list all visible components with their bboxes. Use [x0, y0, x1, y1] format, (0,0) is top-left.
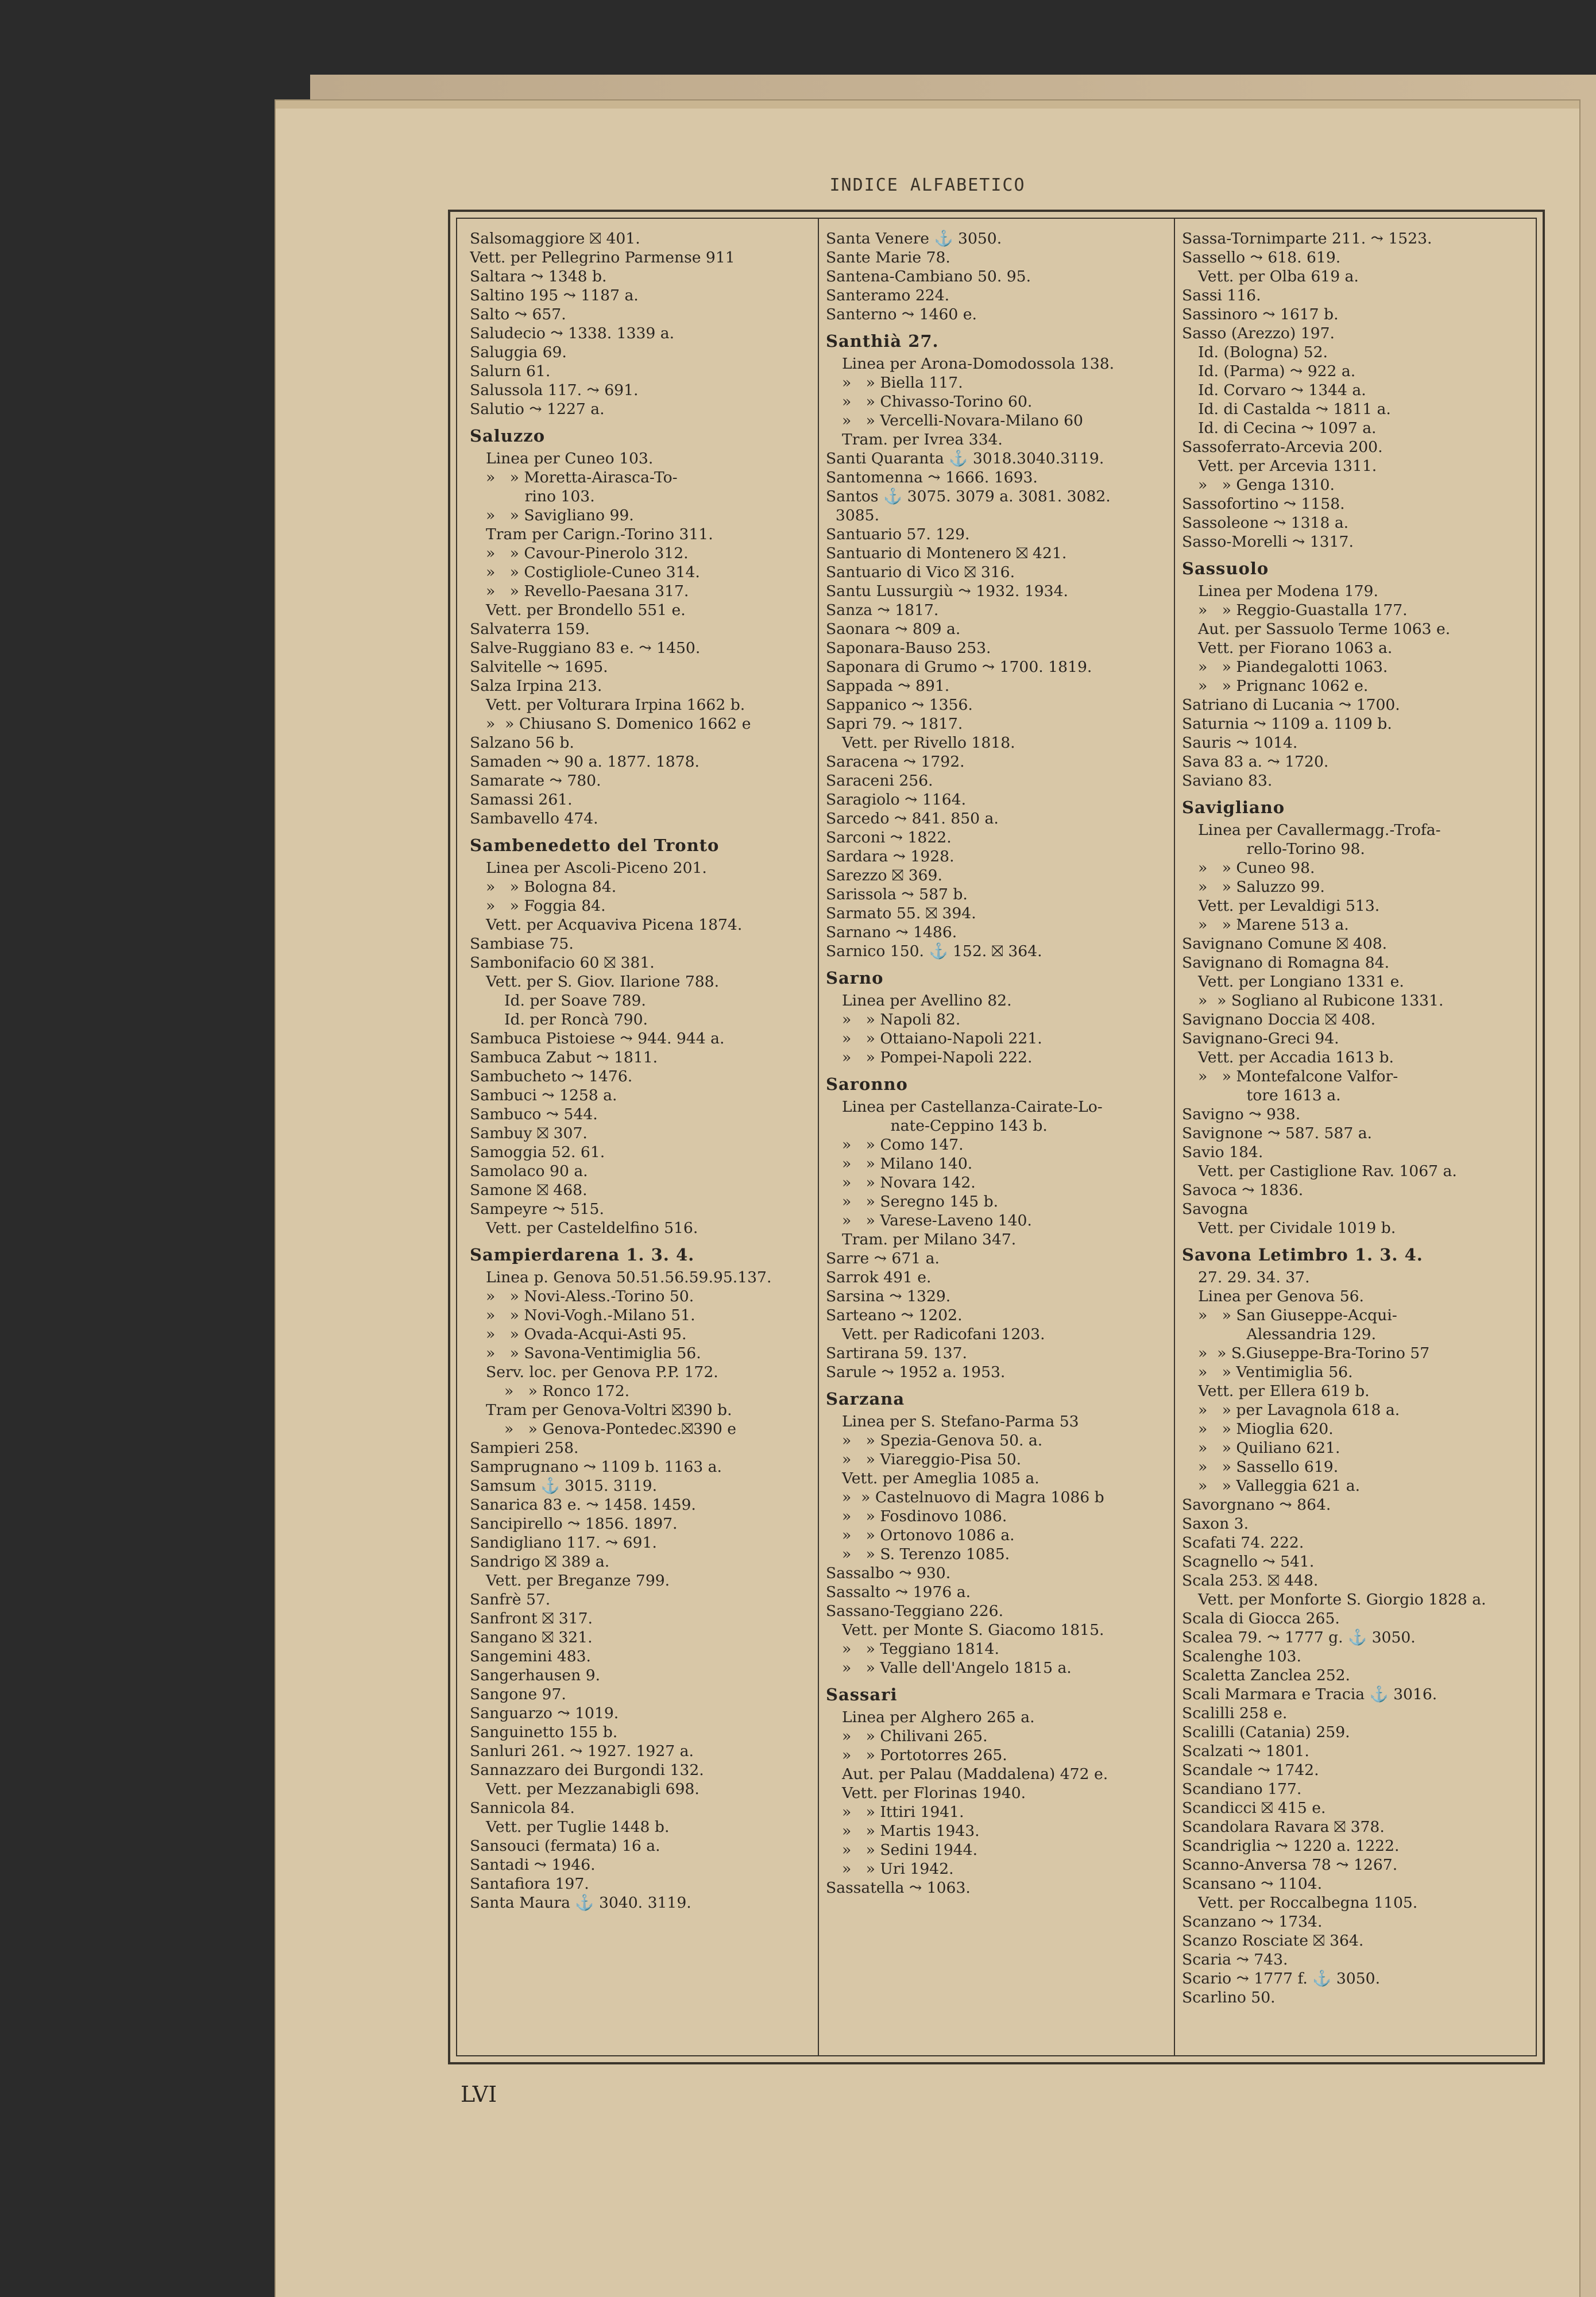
index-entry: Savogna: [1182, 1200, 1249, 1218]
index-entry: Id. Corvaro ⤳ 1344 a.: [1198, 381, 1366, 399]
index-entry: Scandriglia ⤳ 1220 a. 1222.: [1182, 1837, 1400, 1855]
index-entry: Salsomaggiore ⛝ 401.: [470, 230, 640, 248]
index-entry: Linea per Ascoli-Piceno 201.: [486, 859, 707, 877]
index-entry: » » Milano 140.: [842, 1155, 973, 1173]
index-entry: Vett. per Arcevia 1311.: [1198, 457, 1377, 475]
index-entry: » » Ronco 172.: [504, 1382, 630, 1400]
index-entry: Vett. per Pellegrino Parmense 911: [470, 249, 735, 266]
index-entry: » » Costigliole-Cuneo 314.: [486, 563, 700, 581]
index-entry: » » S. Terenzo 1085.: [842, 1545, 1010, 1563]
index-entry: Sannicola 84.: [470, 1799, 575, 1817]
index-entry: » » Vercelli-Novara-Milano 60: [842, 412, 1083, 430]
index-entry: Linea per Genova 56.: [1198, 1287, 1365, 1305]
index-entry: Sassinoro ⤳ 1617 b.: [1182, 306, 1339, 323]
index-entry: Sambonifacio 60 ⛝ 381.: [470, 954, 655, 972]
index-entry: Scandolara Ravara ⛝ 378.: [1182, 1818, 1385, 1836]
index-entry: Savorgnano ⤳ 864.: [1182, 1496, 1331, 1514]
index-entry: Scalilli (Catania) 259.: [1182, 1723, 1350, 1741]
index-entry: Scanzo Rosciate ⛝ 364.: [1182, 1932, 1364, 1950]
index-entry: Sasso (Arezzo) 197.: [1182, 324, 1335, 342]
index-entry: » » Prignanc 1062 e.: [1198, 677, 1369, 695]
index-entry: Sava 83 a. ⤳ 1720.: [1182, 753, 1329, 771]
index-entry: Sauris ⤳ 1014.: [1182, 734, 1298, 752]
index-entry: Salutio ⤳ 1227 a.: [470, 400, 605, 418]
index-entry: Linea per Castellanza-Cairate-Lo-: [842, 1098, 1103, 1116]
index-entry: » » Bologna 84.: [486, 878, 617, 896]
index-entry: » » Valleggia 621 a.: [1198, 1477, 1361, 1495]
index-entry: Samone ⛝ 468.: [470, 1181, 588, 1199]
index-entry: Sambavello 474.: [470, 810, 598, 827]
index-entry: Vett. per Volturara Irpina 1662 b.: [486, 696, 745, 714]
index-entry: Vett. per Cividale 1019 b.: [1198, 1219, 1396, 1237]
index-entry: Scaria ⤳ 743.: [1182, 1951, 1288, 1969]
index-entry: » » Novara 142.: [842, 1174, 976, 1192]
index-entry: » » Ittiri 1941.: [842, 1803, 964, 1821]
index-entry: Sappanico ⤳ 1356.: [826, 696, 973, 714]
index-entry: Scagnello ⤳ 541.: [1182, 1553, 1315, 1571]
index-entry: Scafati 74. 222.: [1182, 1534, 1304, 1552]
index-entry: Santadi ⤳ 1946.: [470, 1856, 596, 1874]
index-entry: Id. di Cecina ⤳ 1097 a.: [1198, 419, 1377, 437]
index-entry: Sassa-Tornimparte 211. ⤳ 1523.: [1182, 230, 1432, 248]
index-entry: tore 1613 a.: [1198, 1086, 1341, 1104]
index-column-2: [826, 229, 1165, 2045]
index-entry: Sambucheto ⤳ 1476.: [470, 1068, 633, 1085]
index-entry: Santu Lussurgiù ⤳ 1932. 1934.: [826, 582, 1068, 600]
index-entry: » » Savigliano 99.: [486, 506, 634, 524]
index-entry: Serv. loc. per Genova P.P. 172.: [486, 1363, 718, 1381]
index-entry: Sambuco ⤳ 544.: [470, 1105, 598, 1123]
index-entry: Vett. per Roccalbegna 1105.: [1198, 1894, 1418, 1912]
index-entry: Sassatella ⤳ 1063.: [826, 1879, 971, 1897]
index-entry: Saragiolo ⤳ 1164.: [826, 791, 967, 809]
index-entry: » » Varese-Laveno 140.: [842, 1212, 1032, 1229]
index-entry: Scala di Giocca 265.: [1182, 1610, 1340, 1627]
index-entry: Santuario di Montenero ⛝ 421.: [826, 544, 1067, 562]
index-entry: Sassoferrato-Arcevia 200.: [1182, 438, 1383, 456]
index-entry: Linea per Cuneo 103.: [486, 450, 654, 467]
column-divider: [1174, 219, 1175, 2055]
index-entry: Id. di Castalda ⤳ 1811 a.: [1198, 400, 1391, 418]
index-entry: Salurn 61.: [470, 362, 551, 380]
index-entry: » » Moretta-Airasca-To-: [486, 469, 678, 486]
index-entry: » » per Lavagnola 618 a.: [1198, 1401, 1400, 1419]
index-heading: Savona Letimbro 1. 3. 4.: [1182, 1246, 1423, 1264]
index-entry: Salto ⤳ 657.: [470, 306, 566, 323]
index-entry: Sanluri 261. ⤳ 1927. 1927 a.: [470, 1742, 694, 1760]
index-entry: Santa Venere ⚓ 3050.: [826, 230, 1002, 248]
index-entry: » » Chilivani 265.: [842, 1727, 988, 1745]
index-entry: Savoca ⤳ 1836.: [1182, 1181, 1304, 1199]
index-frame: [448, 210, 1545, 2064]
index-entry: Sanarica 83 e. ⤳ 1458. 1459.: [470, 1496, 696, 1514]
page-top-edge: [276, 100, 1579, 109]
index-entry: Savignano di Romagna 84.: [1182, 954, 1390, 972]
index-entry: Vett. per Casteldelfino 516.: [486, 1219, 698, 1237]
index-entry: Vett. per Rivello 1818.: [842, 734, 1015, 752]
index-entry: Sambuca Zabut ⤳ 1811.: [470, 1049, 658, 1066]
index-entry: Linea per Cavallermagg.-Trofa-: [1198, 821, 1441, 839]
index-entry: Scali Marmara e Tracia ⚓ 3016.: [1182, 1685, 1437, 1703]
index-entry: » » Saluzzo 99.: [1198, 878, 1325, 896]
index-entry: Sancipirello ⤳ 1856. 1897.: [470, 1515, 678, 1533]
index-entry: » » Spezia-Genova 50. a.: [842, 1432, 1043, 1449]
index-entry: Salvitelle ⤳ 1695.: [470, 658, 608, 676]
index-entry: » » Sogliano al Rubicone 1331.: [1198, 992, 1444, 1010]
index-entry: » » Martis 1943.: [842, 1822, 980, 1840]
index-entry: Sarcedo ⤳ 841. 850 a.: [826, 810, 999, 827]
index-entry: Vett. per Ameglia 1085 a.: [842, 1470, 1039, 1487]
index-entry: Sassalbo ⤳ 930.: [826, 1564, 951, 1582]
index-entry: Scalenghe 103.: [1182, 1648, 1301, 1665]
index-entry: Sassano-Teggiano 226.: [826, 1602, 1004, 1620]
index-entry: Scandale ⤳ 1742.: [1182, 1761, 1319, 1779]
index-entry: Scansano ⤳ 1104.: [1182, 1875, 1323, 1893]
index-entry: Sarrok 491 e.: [826, 1269, 932, 1286]
index-heading: Saronno: [826, 1075, 908, 1094]
index-entry: Samoggia 52. 61.: [470, 1143, 605, 1161]
index-entry: Id. per Soave 789.: [504, 992, 646, 1010]
index-entry: Saturnia ⤳ 1109 a. 1109 b.: [1182, 715, 1392, 733]
index-heading: Sarno: [826, 969, 884, 988]
index-entry: Sarule ⤳ 1952 a. 1953.: [826, 1363, 1006, 1381]
index-entry: Samsum ⚓ 3015. 3119.: [470, 1477, 658, 1495]
index-entry: » » Reggio-Guastalla 177.: [1198, 601, 1408, 619]
index-entry: Sarezzo ⛝ 369.: [826, 867, 942, 884]
index-entry: » » Teggiano 1814.: [842, 1640, 999, 1658]
index-entry: » » Montefalcone Valfor-: [1198, 1068, 1398, 1085]
index-entry: Scario ⤳ 1777 f. ⚓ 3050.: [1182, 1970, 1381, 1987]
index-entry: » » Revello-Paesana 317.: [486, 582, 689, 600]
index-entry: Scarlino 50.: [1182, 1989, 1276, 2006]
index-entry: Saponara di Grumo ⤳ 1700. 1819.: [826, 658, 1092, 676]
index-entry: Sandigliano 117. ⤳ 691.: [470, 1534, 657, 1552]
index-entry: Linea per S. Stefano-Parma 53: [842, 1413, 1079, 1430]
index-entry: Sarconi ⤳ 1822.: [826, 829, 952, 846]
index-entry: Sangerhausen 9.: [470, 1666, 601, 1684]
index-entry: Linea per Alghero 265 a.: [842, 1708, 1035, 1726]
index-entry: » » Quiliano 621.: [1198, 1439, 1340, 1457]
index-entry: Sappada ⤳ 891.: [826, 677, 950, 695]
index-entry: Savignone ⤳ 587. 587 a.: [1182, 1124, 1373, 1142]
index-entry: Vett. per S. Giov. Ilarione 788.: [486, 973, 720, 991]
index-entry: » » Napoli 82.: [842, 1011, 961, 1028]
index-entry: Sampieri 258.: [470, 1439, 579, 1457]
index-entry: Sangone 97.: [470, 1685, 566, 1703]
index-entry: Sarnico 150. ⚓ 152. ⛝ 364.: [826, 942, 1042, 960]
index-entry: Sassi 116.: [1182, 287, 1261, 304]
index-heading: Sambenedetto del Tronto: [470, 836, 720, 855]
book-page: [276, 100, 1579, 2297]
index-entry: Sambiase 75.: [470, 935, 574, 953]
index-entry: Savio 184.: [1182, 1143, 1263, 1161]
index-entry: Salvaterra 159.: [470, 620, 590, 638]
index-entry: Vett. per Brondello 551 e.: [486, 601, 686, 619]
index-entry: Sambuci ⤳ 1258 a.: [470, 1086, 617, 1104]
index-entry: Sassofortino ⤳ 1158.: [1182, 495, 1345, 513]
index-entry: Id. (Bologna) 52.: [1198, 343, 1328, 361]
index-entry: Saonara ⤳ 809 a.: [826, 620, 961, 638]
index-entry: Vett. per Tuglie 1448 b.: [486, 1818, 670, 1836]
index-entry: Sassoleone ⤳ 1318 a.: [1182, 514, 1349, 532]
index-entry: » » Ottaiano-Napoli 221.: [842, 1030, 1042, 1047]
index-entry: » » Viareggio-Pisa 50.: [842, 1451, 1022, 1468]
index-heading: Sampierdarena 1. 3. 4.: [470, 1246, 695, 1264]
index-entry: Sarissola ⤳ 587 b.: [826, 885, 968, 903]
index-entry: Santena-Cambiano 50. 95.: [826, 268, 1031, 285]
index-entry: rello-Torino 98.: [1198, 840, 1365, 858]
index-entry: rino 103.: [486, 488, 595, 505]
index-entry: Scalzati ⤳ 1801.: [1182, 1742, 1309, 1760]
index-entry: Savignano Doccia ⛝ 408.: [1182, 1011, 1376, 1028]
index-entry: Santi Quaranta ⚓ 3018.3040.3119.: [826, 450, 1104, 467]
index-entry: Scala 253. ⛝ 448.: [1182, 1572, 1319, 1590]
index-entry: Sanfront ⛝ 317.: [470, 1610, 593, 1627]
index-entry: Sanfrè 57.: [470, 1591, 551, 1608]
column-divider: [818, 219, 819, 2055]
index-entry: Sante Marie 78.: [826, 249, 950, 266]
index-entry: Salve-Ruggiano 83 e. ⤳ 1450.: [470, 639, 701, 657]
index-entry: Sampeyre ⤳ 515.: [470, 1200, 604, 1218]
index-entry: Salzano 56 b.: [470, 734, 574, 752]
index-entry: Samassi 261.: [470, 791, 573, 809]
index-entry: 27. 29. 34. 37.: [1198, 1269, 1310, 1286]
index-entry: » » Marene 513 a.: [1198, 916, 1349, 934]
index-entry: Saraceni 256.: [826, 772, 933, 790]
index-entry: Sannazzaro dei Burgondi 132.: [470, 1761, 704, 1779]
index-entry: Santafiora 197.: [470, 1875, 589, 1893]
index-entry: Saltara ⤳ 1348 b.: [470, 268, 607, 285]
index-entry: Vett. per Radicofani 1203.: [842, 1325, 1045, 1343]
index-entry: Saviano 83.: [1182, 772, 1273, 790]
index-entry: Salussola 117. ⤳ 691.: [470, 381, 639, 399]
index-heading: Sarzana: [826, 1390, 905, 1409]
index-entry: » » Foggia 84.: [486, 897, 606, 915]
index-entry: Sambuca Pistoiese ⤳ 944. 944 a.: [470, 1030, 725, 1047]
index-entry: Scanno-Anversa 78 ⤳ 1267.: [1182, 1856, 1398, 1874]
index-entry: » » Portotorres 265.: [842, 1746, 1007, 1764]
index-entry: Vett. per Breganze 799.: [486, 1572, 670, 1590]
index-entry: » » Sedini 1944.: [842, 1841, 978, 1859]
index-entry: Vett. per Castiglione Rav. 1067 a.: [1198, 1162, 1457, 1180]
index-entry: Tram per Carign.-Torino 311.: [486, 525, 713, 543]
index-heading: Sassari: [826, 1685, 898, 1704]
index-entry: » » Ventimiglia 56.: [1198, 1363, 1353, 1381]
index-entry: Vett. per Olba 619 a.: [1198, 268, 1359, 285]
index-entry: Saxon 3.: [1182, 1515, 1249, 1533]
index-entry: Sansouci (fermata) 16 a.: [470, 1837, 660, 1855]
index-entry: Tram. per Ivrea 334.: [842, 431, 1003, 448]
index-entry: Vett. per Accadia 1613 b.: [1198, 1049, 1394, 1066]
index-entry: Aut. per Sassuolo Terme 1063 e.: [1198, 620, 1451, 638]
index-entry: Scalea 79. ⤳ 1777 g. ⚓ 3050.: [1182, 1629, 1416, 1646]
index-entry: Sandrigo ⛝ 389 a.: [470, 1553, 610, 1571]
index-entry: » » Castelnuovo di Magra 1086 b: [842, 1488, 1104, 1506]
index-entry: » » Cuneo 98.: [1198, 859, 1315, 877]
page-header: INDICE ALFABETICO: [829, 175, 1026, 195]
index-entry: » » Genova-Pontedec.⛝390 e: [504, 1420, 737, 1438]
index-entry: » » Novi-Vogh.-Milano 51.: [486, 1306, 695, 1324]
index-entry: Sarteano ⤳ 1202.: [826, 1306, 963, 1324]
index-entry: Santuario di Vico ⛝ 316.: [826, 563, 1015, 581]
index-frame-inner: [456, 218, 1537, 2056]
index-entry: Santerno ⤳ 1460 e.: [826, 306, 977, 323]
index-entry: » » Biella 117.: [842, 374, 963, 392]
index-entry: » » Genga 1310.: [1198, 476, 1335, 494]
index-entry: nate-Ceppino 143 b.: [842, 1117, 1048, 1135]
index-heading: Sassuolo: [1182, 559, 1269, 578]
index-entry: » » Seregno 145 b.: [842, 1193, 999, 1211]
index-entry: 3085.: [826, 506, 880, 524]
index-entry: » » Uri 1942.: [842, 1860, 954, 1878]
index-entry: » » Fosdinovo 1086.: [842, 1507, 1007, 1525]
index-entry: Saponara-Bauso 253.: [826, 639, 991, 657]
index-entry: Sambuy ⛝ 307.: [470, 1124, 588, 1142]
index-entry: Santuario 57. 129.: [826, 525, 970, 543]
index-entry: Sasso-Morelli ⤳ 1317.: [1182, 533, 1354, 551]
index-entry: Linea p. Genova 50.51.56.59.95.137.: [486, 1269, 772, 1286]
index-entry: Saludecio ⤳ 1338. 1339 a.: [470, 324, 675, 342]
index-entry: » » Pompei-Napoli 222.: [842, 1049, 1033, 1066]
index-entry: Scanzano ⤳ 1734.: [1182, 1913, 1323, 1931]
index-entry: Sassalto ⤳ 1976 a.: [826, 1583, 971, 1601]
index-entry: Id. (Parma) ⤳ 922 a.: [1198, 362, 1356, 380]
index-entry: Scalilli 258 e.: [1182, 1704, 1288, 1722]
index-entry: Satriano di Lucania ⤳ 1700.: [1182, 696, 1400, 714]
index-entry: » » Sassello 619.: [1198, 1458, 1339, 1476]
index-entry: Linea per Modena 179.: [1198, 582, 1378, 600]
index-entry: Sanguarzo ⤳ 1019.: [470, 1704, 619, 1722]
index-entry: Vett. per Monte S. Giacomo 1815.: [842, 1621, 1104, 1639]
index-entry: » » Cavour-Pinerolo 312.: [486, 544, 689, 562]
index-entry: Santeramo 224.: [826, 287, 950, 304]
index-entry: Sarre ⤳ 671 a.: [826, 1250, 940, 1267]
index-entry: Sassello ⤳ 618. 619.: [1182, 249, 1341, 266]
index-entry: » » Piandegalotti 1063.: [1198, 658, 1388, 676]
index-entry: Savignano Comune ⛝ 408.: [1182, 935, 1388, 953]
index-entry: Vett. per Levaldigi 513.: [1198, 897, 1380, 915]
index-entry: Samolaco 90 a.: [470, 1162, 588, 1180]
index-entry: Saltino 195 ⤳ 1187 a.: [470, 287, 639, 304]
index-entry: Alessandria 129.: [1198, 1325, 1377, 1343]
index-entry: Linea per Avellino 82.: [842, 992, 1012, 1010]
index-entry: » » S.Giuseppe-Bra-Torino 57: [1198, 1344, 1430, 1362]
index-column-3: [1182, 229, 1521, 2045]
index-heading: Santhià 27.: [826, 332, 939, 351]
index-entry: Sarmato 55. ⛝ 394.: [826, 904, 976, 922]
index-entry: Sapri 79. ⤳ 1817.: [826, 715, 963, 733]
index-entry: » » Como 147.: [842, 1136, 964, 1154]
index-entry: Vett. per Acquaviva Picena 1874.: [486, 916, 743, 934]
index-entry: Vett. per Fiorano 1063 a.: [1198, 639, 1393, 657]
index-column-1: [470, 229, 809, 2045]
index-entry: Savigno ⤳ 938.: [1182, 1105, 1301, 1123]
index-heading: Saluzzo: [470, 427, 546, 446]
index-entry: Tram per Genova-Voltri ⛝390 b.: [486, 1401, 732, 1419]
index-entry: Id. per Roncà 790.: [504, 1011, 648, 1028]
index-entry: Saracena ⤳ 1792.: [826, 753, 965, 771]
index-entry: » » Chivasso-Torino 60.: [842, 393, 1033, 411]
index-entry: Tram. per Milano 347.: [842, 1231, 1017, 1248]
index-entry: Samaden ⤳ 90 a. 1877. 1878.: [470, 753, 700, 771]
index-entry: Santos ⚓ 3075. 3079 a. 3081. 3082.: [826, 488, 1111, 505]
index-entry: » » San Giuseppe-Acqui-: [1198, 1306, 1397, 1324]
index-entry: » » Valle dell'Angelo 1815 a.: [842, 1659, 1072, 1677]
index-entry: Sangano ⛝ 321.: [470, 1629, 593, 1646]
index-entry: Sanza ⤳ 1817.: [826, 601, 939, 619]
index-heading: Savigliano: [1182, 798, 1285, 817]
index-entry: Sardara ⤳ 1928.: [826, 848, 954, 865]
index-entry: Vett. per Florinas 1940.: [842, 1784, 1026, 1802]
index-entry: Aut. per Palau (Maddalena) 472 e.: [842, 1765, 1108, 1783]
index-entry: » » Ortonovo 1086 a.: [842, 1526, 1015, 1544]
index-entry: Scandicci ⛝ 415 e.: [1182, 1799, 1326, 1817]
index-entry: Saluggia 69.: [470, 343, 567, 361]
index-entry: Scandiano 177.: [1182, 1780, 1302, 1798]
index-entry: Savignano-Greci 94.: [1182, 1030, 1339, 1047]
page-number: LVI: [461, 2082, 497, 2107]
index-entry: Vett. per Longiano 1331 e.: [1198, 973, 1404, 991]
index-entry: Vett. per Ellera 619 b.: [1198, 1382, 1370, 1400]
index-entry: Sartirana 59. 137.: [826, 1344, 967, 1362]
index-entry: Santomenna ⤳ 1666. 1693.: [826, 469, 1038, 486]
index-entry: Santa Maura ⚓ 3040. 3119.: [470, 1894, 691, 1912]
index-entry: » » Chiusano S. Domenico 1662 e: [486, 715, 751, 733]
index-entry: Sanguinetto 155 b.: [470, 1723, 618, 1741]
index-entry: Scaletta Zanclea 252.: [1182, 1666, 1351, 1684]
index-entry: Vett. per Monforte S. Giorgio 1828 a.: [1198, 1591, 1486, 1608]
index-entry: Sarsina ⤳ 1329.: [826, 1287, 951, 1305]
index-entry: Sarnano ⤳ 1486.: [826, 923, 957, 941]
index-entry: Vett. per Mezzanabigli 698.: [486, 1780, 700, 1798]
index-entry: Samprugnano ⤳ 1109 b. 1163 a.: [470, 1458, 722, 1476]
index-entry: » » Mioglia 620.: [1198, 1420, 1334, 1438]
index-entry: » » Ovada-Acqui-Asti 95.: [486, 1325, 687, 1343]
index-entry: » » Novi-Aless.-Torino 50.: [486, 1287, 694, 1305]
index-entry: Linea per Arona-Domodossola 138.: [842, 355, 1115, 373]
index-entry: » » Savona-Ventimiglia 56.: [486, 1344, 701, 1362]
index-entry: Samarate ⤳ 780.: [470, 772, 601, 790]
index-entry: Sangemini 483.: [470, 1648, 591, 1665]
index-entry: Salza Irpina 213.: [470, 677, 602, 695]
